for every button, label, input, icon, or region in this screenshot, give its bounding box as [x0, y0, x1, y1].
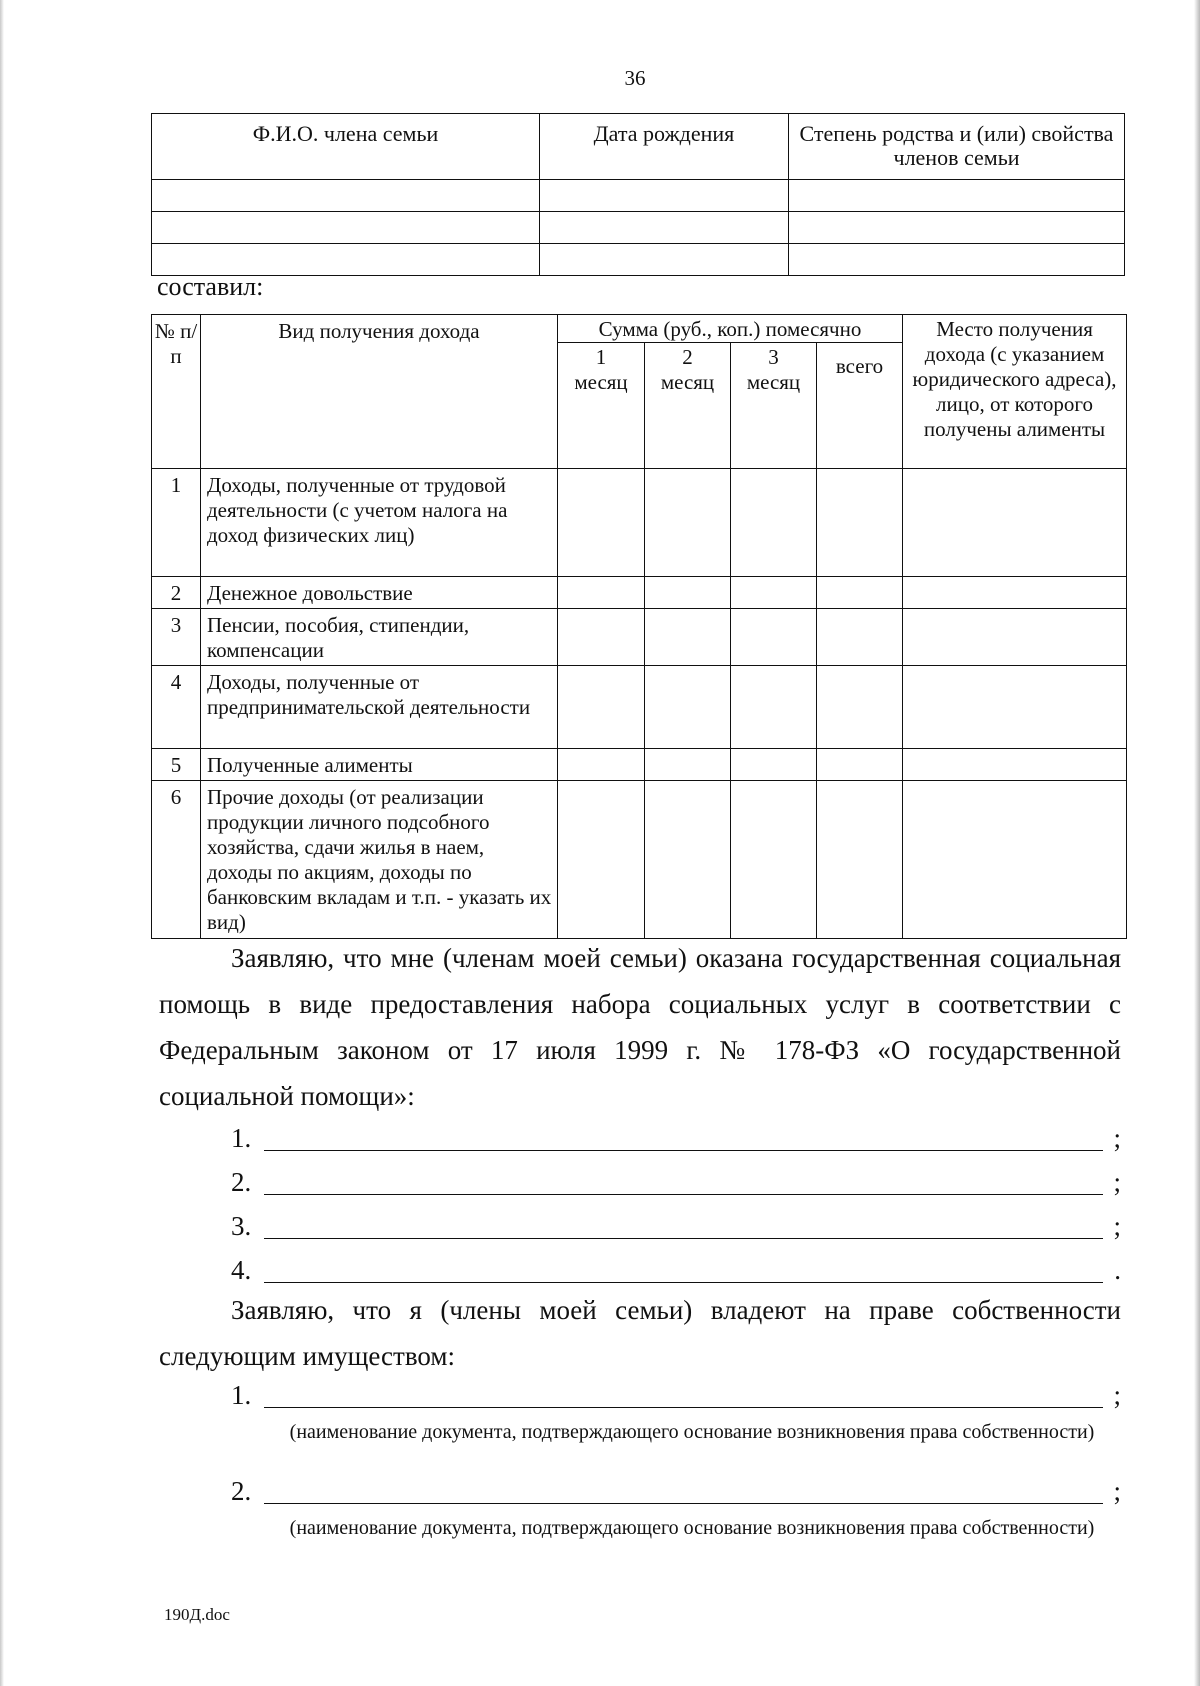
line-number: 4.	[231, 1255, 252, 1285]
cell-income-place[interactable]	[903, 577, 1127, 609]
cell-month-3[interactable]	[731, 666, 817, 749]
table-cell-relationship[interactable]	[789, 212, 1125, 244]
income-table	[151, 314, 1127, 939]
row-number: 1	[152, 469, 201, 577]
cell-total[interactable]	[817, 749, 903, 781]
header-row-number: № п/п	[152, 315, 201, 469]
social-help-line-1[interactable]	[231, 1117, 1121, 1159]
table-row	[152, 212, 1125, 244]
line-end-mark: ;	[1113, 1211, 1121, 1241]
cell-income-place[interactable]	[903, 781, 1127, 939]
cell-month-2[interactable]	[645, 781, 731, 939]
line-end-mark: ;	[1113, 1167, 1121, 1197]
line-end-mark: ;	[1113, 1476, 1121, 1506]
header-month-1: 1 месяц	[558, 343, 645, 469]
cell-total[interactable]	[817, 609, 903, 666]
property-line-1[interactable]	[231, 1374, 1121, 1416]
composed-label: составил:	[157, 272, 264, 301]
header-total: всего	[817, 343, 903, 469]
fill-in-line[interactable]	[264, 1503, 1103, 1504]
table-row	[152, 180, 1125, 212]
social-help-line-2[interactable]	[231, 1161, 1121, 1203]
row-number: 6	[152, 781, 201, 939]
scan-edge-left	[0, 0, 4, 1686]
cell-month-1[interactable]	[558, 609, 645, 666]
declaration-property	[159, 1287, 1121, 1379]
income-kind-label: Доходы, полученные от трудовой деятельности (с учетом налога на доход физических лиц)	[201, 469, 558, 577]
cell-month-3[interactable]	[731, 781, 817, 939]
declaration-property-text: Заявляю, что я (члены моей семьи) владеют на праве собственности следующим имуществом:	[159, 1295, 1121, 1371]
row-number: 4	[152, 666, 201, 749]
declaration-social-help-text: Заявляю, что мне (членам моей семьи) оказана государственная социальная помощь в виде предоставления набора социальных услуг в соответствии с Федеральным законом от 17 июля 1999 г. № 178-ФЗ «О государственной социальной помощи»:	[159, 943, 1121, 1111]
cell-total[interactable]	[817, 469, 903, 577]
fill-in-line[interactable]	[264, 1407, 1103, 1408]
table-row	[152, 749, 1127, 781]
line-number: 3.	[231, 1211, 252, 1241]
cell-month-3[interactable]	[731, 609, 817, 666]
header-income-kind: Вид получения дохода	[201, 315, 558, 469]
line-end-mark: ;	[1113, 1380, 1121, 1410]
cell-income-place[interactable]	[903, 469, 1127, 577]
income-kind-label: Пенсии, пособия, стипендии, компенсации	[201, 609, 558, 666]
property-line-1-caption: (наименование документа, подтверждающего основание возникновения права собственности)	[289, 1421, 1095, 1443]
cell-total[interactable]	[817, 577, 903, 609]
income-kind-label: Полученные алименты	[201, 749, 558, 781]
fill-in-line[interactable]	[264, 1194, 1103, 1195]
line-number: 1.	[231, 1380, 252, 1410]
cell-month-3[interactable]	[731, 749, 817, 781]
header-month-2: 2 месяц	[645, 343, 731, 469]
table-row	[152, 244, 1125, 276]
cell-month-1[interactable]	[558, 577, 645, 609]
cell-month-2[interactable]	[645, 577, 731, 609]
table-row	[152, 469, 1127, 577]
cell-month-1[interactable]	[558, 781, 645, 939]
table-row	[152, 609, 1127, 666]
line-number: 2.	[231, 1476, 252, 1506]
table-cell-relationship[interactable]	[789, 180, 1125, 212]
cell-total[interactable]	[817, 666, 903, 749]
footer-file-name: 190Д.doc	[164, 1605, 230, 1624]
table-cell-birth-date[interactable]	[540, 180, 789, 212]
line-number: 2.	[231, 1167, 252, 1197]
header-birth-date: Дата рождения	[540, 114, 789, 180]
cell-month-1[interactable]	[558, 666, 645, 749]
cell-month-1[interactable]	[558, 469, 645, 577]
social-help-line-4[interactable]	[231, 1249, 1121, 1291]
fill-in-line[interactable]	[264, 1150, 1103, 1151]
family-members-table	[151, 113, 1125, 276]
property-line-2-caption: (наименование документа, подтверждающего основание возникновения права собственности)	[289, 1517, 1095, 1539]
header-income-place: Место получения дохода (с указанием юридического адреса), лицо, от которого получены алименты	[903, 315, 1127, 469]
table-cell-birth-date[interactable]	[540, 212, 789, 244]
header-relationship: Степень родства и (или) свойства членов семьи	[789, 114, 1125, 180]
line-number: 1.	[231, 1123, 252, 1153]
cell-total[interactable]	[817, 781, 903, 939]
header-full-name: Ф.И.О. члена семьи	[152, 114, 540, 180]
header-monthly-sum: Сумма (руб., коп.) помесячно	[558, 315, 903, 343]
table-header-row	[152, 114, 1125, 180]
line-end-mark: ;	[1113, 1123, 1121, 1153]
cell-month-2[interactable]	[645, 749, 731, 781]
row-number: 3	[152, 609, 201, 666]
table-cell-full-name[interactable]	[152, 212, 540, 244]
table-row	[152, 781, 1127, 939]
table-cell-full-name[interactable]	[152, 180, 540, 212]
cell-month-2[interactable]	[645, 469, 731, 577]
table-cell-full-name[interactable]	[152, 244, 540, 276]
cell-month-2[interactable]	[645, 609, 731, 666]
table-header-row	[152, 315, 1127, 343]
table-cell-birth-date[interactable]	[540, 244, 789, 276]
income-kind-label: Прочие доходы (от реализации продукции личного подсобного хозяйства, сдачи жилья в наем, доходы по акциям, доходы по банковским вкладам и т.п. - указать их вид)	[201, 781, 558, 939]
cell-month-1[interactable]	[558, 749, 645, 781]
fill-in-line[interactable]	[264, 1238, 1103, 1239]
fill-in-line[interactable]	[264, 1282, 1103, 1283]
table-row	[152, 666, 1127, 749]
cell-income-place[interactable]	[903, 666, 1127, 749]
cell-month-2[interactable]	[645, 666, 731, 749]
row-number: 5	[152, 749, 201, 781]
social-help-line-3[interactable]	[231, 1205, 1121, 1247]
line-end-mark: .	[1114, 1255, 1121, 1285]
declaration-social-help	[159, 935, 1121, 1119]
property-line-2[interactable]	[231, 1470, 1121, 1512]
table-row	[152, 577, 1127, 609]
cell-month-3[interactable]	[731, 469, 817, 577]
header-month-3: 3 месяц	[731, 343, 817, 469]
cell-income-place[interactable]	[903, 749, 1127, 781]
row-number: 2	[152, 577, 201, 609]
income-kind-label: Доходы, полученные от предпринимательской деятельности	[201, 666, 558, 749]
page-number: 36	[624, 66, 646, 90]
cell-month-3[interactable]	[731, 577, 817, 609]
table-cell-relationship[interactable]	[789, 244, 1125, 276]
income-kind-label: Денежное довольствие	[201, 577, 558, 609]
cell-income-place[interactable]	[903, 609, 1127, 666]
scan-edge-right	[1194, 0, 1200, 1686]
